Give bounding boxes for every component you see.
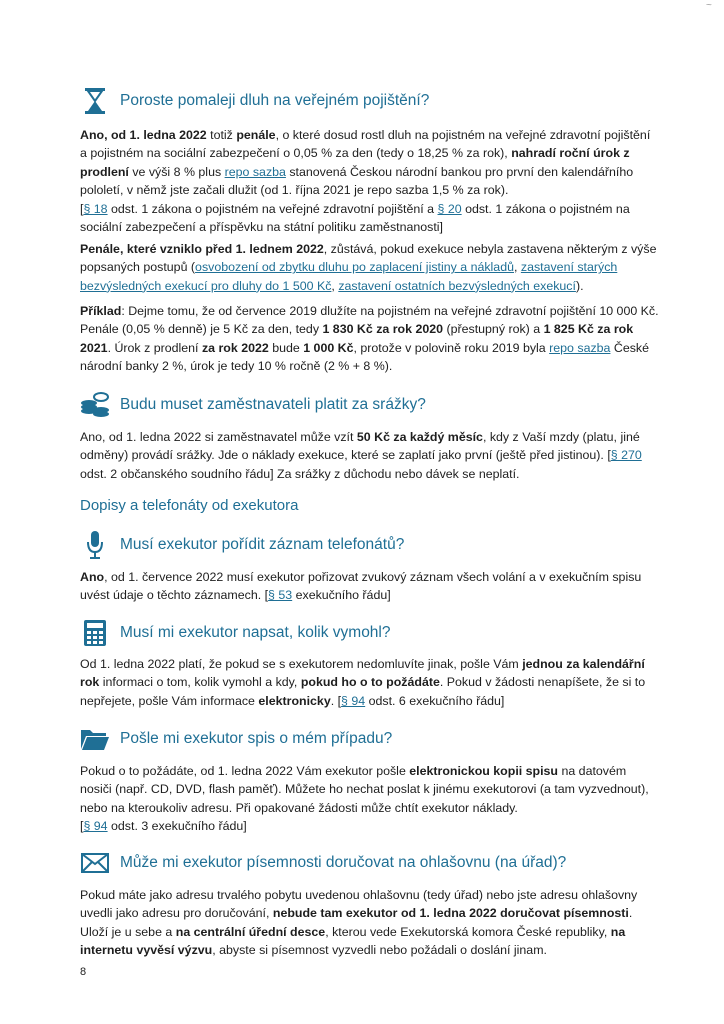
- hourglass-icon: [80, 86, 110, 116]
- paragraph-priklad: Příklad: Dejme tomu, že od července 2019 dlužíte na pojistném na veřejné zdravotní pojištění 10 000 Kč. Penále (0,05 % denně) je 5 Kč za den, tedy 1 830 Kč za rok 2020 (přestupný rok) a 1 825 Kč za rok 2021. Úrok z prodlení za rok 2022 bude 1 000 Kč, protože v polovině roku 2019 byla repo sazba České národní banky 2 %, úrok je tedy 10 % ročně (2 % + 8 %).: [80, 304, 659, 374]
- link-zastaveni-starych[interactable]: zastavení starých bezvýsledných exekucí pro dluhy do 1 500 Kč: [80, 260, 618, 293]
- paragraph-pojisteni-1: Ano, od 1. ledna 2022 totiž penále, o které dosud rostl dluh na pojistném na veřejné zdravotní pojištění a pojistném na sociální zabezpečení o 0,05 % za den (tedy o 18,25 % za rok), nahradí roční úrok z prodlení ve výši 8 % plus repo sazba stanovená Českou národní bankou pro první den kalendářního pololetí, v němž jste začali dlužit (od 1. října 2021 je repo sazba 1,5 % za rok). [§ 18 odst. 1 zákona o pojistném na veřejné zdravotní pojištění a § 20 odst. 1 zákona o pojistném na sociální zabezpečení a příspěvku na státní politiku zaměstnanosti]: [80, 128, 651, 235]
- corner-mark: ~: [706, 0, 712, 11]
- folder-icon: [80, 724, 110, 754]
- heading-title: Budu muset zaměstnavateli platit za srážky?: [120, 396, 426, 413]
- paragraph-srazky: Ano, od 1. ledna 2022 si zaměstnavatel může vzít 50 Kč za každý měsíc, kdy z Vaší mzdy (platu, jiné odměny) provádí srážky. Jde o náklady exekuce, které se zaplatí jako první (ještě před jistinou). [§ 270 odst. 2 občanského soudního řádu] Za srážky z důchodu nebo dávek se neplatí.: [80, 430, 642, 481]
- link-p270[interactable]: § 270: [610, 448, 642, 463]
- link-repo-sazba-2[interactable]: repo sazba: [549, 340, 611, 355]
- coins-icon: [80, 390, 110, 420]
- link-p94-2[interactable]: § 94: [83, 819, 108, 834]
- heading-title: Pošle mi exekutor spis o mém případu?: [120, 730, 393, 747]
- link-p20[interactable]: § 20: [437, 201, 462, 216]
- paragraph-spis: Pokud o to požádáte, od 1. ledna 2022 Vám exekutor pošle elektronickou kopii spisu na datovém nosiči (např. CD, DVD, flash paměť). Můžete ho nechat poslat k jinému exekutorovi (a tam vyzvednout), nebo na kteroukoliv adresu. Při opakované žádosti může chtít exekutor náklady. [§ 94 odst. 3 exekučního řádu]: [80, 764, 649, 834]
- page-number: 8: [80, 966, 87, 978]
- calculator-icon: [80, 618, 110, 648]
- heading-pojisteni: [80, 86, 429, 116]
- section-heading-dopisy: Dopisy a telefonáty od exekutora: [80, 497, 299, 514]
- link-p18[interactable]: § 18: [83, 201, 108, 216]
- link-p94[interactable]: § 94: [341, 693, 366, 708]
- paragraph-pojisteni-2: Penále, které vzniklo před 1. lednem 2022, zůstává, pokud exekuce nebyla zastavena některým z výše popsaných postupů (osvobození od zbytku dluhu po zaplacení jistiny a nákladů, zastavení starých bezvýsledných exekucí pro dluhy do 1 500 Kč, zastavení ostatních bezvýsledných exekucí).: [80, 242, 657, 293]
- link-repo-sazba[interactable]: repo sazba: [224, 164, 286, 179]
- microphone-icon: [80, 530, 110, 560]
- link-osvobozeni[interactable]: osvobození od zbytku dluhu po zaplacení jistiny a nákladů: [195, 260, 514, 275]
- heading-telefonaty: [80, 530, 404, 560]
- link-p53[interactable]: § 53: [268, 588, 293, 603]
- heading-vymohl: [80, 618, 391, 648]
- envelope-icon: [80, 848, 110, 878]
- heading-ohlasovna: [80, 848, 566, 878]
- paragraph-telefonaty: Ano, od 1. července 2022 musí exekutor pořizovat zvukový záznam všech volání a v exekučním spisu uvést údaje o těchto záznamech. [§ 53 exekučního řádu]: [80, 570, 642, 603]
- heading-title: Musí mi exekutor napsat, kolik vymohl?: [120, 624, 391, 641]
- heading-title: Může mi exekutor písemnosti doručovat na ohlašovnu (na úřad)?: [120, 854, 567, 871]
- link-zastaveni-ostatnich[interactable]: zastavení ostatních bezvýsledných exekucí: [338, 278, 576, 293]
- heading-srazky: [80, 390, 426, 420]
- heading-title: Poroste pomaleji dluh na veřejném pojištění?: [120, 92, 430, 109]
- paragraph-vymohl: Od 1. ledna 2022 platí, že pokud se s exekutorem nedomluvíte jinak, pošle Vám jednou za kalendářní rok informaci o tom, kolik vymohl a kdy, pokud ho o to požádáte. Pokud v žádosti nenapíšete, že si to nepřejete, pošle Vám informace elektronicky. [§ 94 odst. 6 exekučního řádu]: [80, 657, 646, 708]
- heading-spis: [80, 724, 392, 754]
- heading-title: Musí exekutor pořídit záznam telefonátů?: [120, 536, 405, 553]
- paragraph-ohlasovna: Pokud máte jako adresu trvalého pobytu uvedenou ohlašovnu (tedy úřad) nebo jste adresu ohlašovny uvedli jako adresu pro doručování, nebude tam exekutor od 1. ledna 2022 doručovat písemnosti. Uloží je u sebe a na centrální úřední desce, kterou vede Exekutorská komora České republiky, na internetu vyvěsí výzvu, abyste si písemnost vyzvedli nebo požádali o doslání jinam.: [80, 888, 638, 958]
